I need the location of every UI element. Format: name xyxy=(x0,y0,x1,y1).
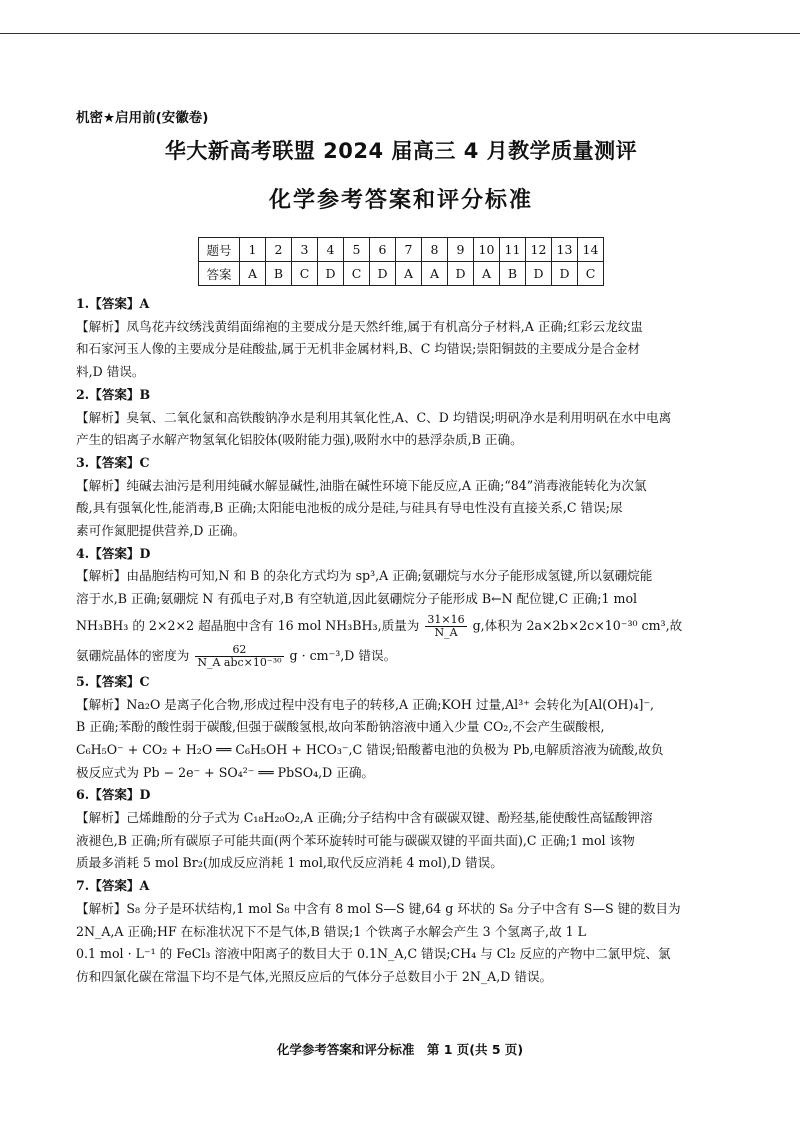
explanation-line: 【解析】臭氧、二氧化氯和高铁酸钠净水是利用其氧化性,A、C、D 均错误;明矾净水是利用明矾在水中电离 xyxy=(76,409,672,425)
question-number: 5 xyxy=(344,238,370,262)
question-7 xyxy=(76,875,726,989)
answer-heading: 4.【答案】D xyxy=(76,545,151,561)
density-fraction xyxy=(195,644,283,669)
question-4 xyxy=(76,543,726,671)
answer-heading: 5.【答案】C xyxy=(76,673,150,689)
question-number: 12 xyxy=(526,238,552,262)
question-number: 2 xyxy=(266,238,292,262)
answer-cell: C xyxy=(292,262,318,286)
explanation-line: 酸,具有强氧化性,能消毒,B 正确;太阳能电池板的成分是硅,与硅具有导电性没有直接关系,C 错误;尿 xyxy=(76,500,623,516)
explanation-line: 素可作氮肥提供营养,D 正确。 xyxy=(76,523,246,539)
answer-heading: 3.【答案】C xyxy=(76,454,150,470)
question-1 xyxy=(76,293,726,384)
explanation-line: 【解析】Na₂O 是离子化合物,形成过程中没有电子的转移,A 正确;KOH 过量,Al³⁺ 会转化为[Al(OH)₄]⁻, xyxy=(76,696,655,712)
answer-cell: A xyxy=(474,262,500,286)
explanation-line: 仿和四氯化碳在常温下均不是气体,光照反应后的气体分子总数目小于 2N_A,D 错误。 xyxy=(76,968,553,984)
fraction-denominator: N_A xyxy=(434,625,458,639)
explanation-line xyxy=(76,611,726,641)
question-number: 11 xyxy=(500,238,526,262)
explanation-line: 【解析】纯碱去油污是利用纯碱水解显碱性,油脂在碱性环境下能反应,A 正确;“84”消毒液能转化为次氯 xyxy=(76,477,647,493)
question-number: 3 xyxy=(292,238,318,262)
explanation-line: 料,D 错误。 xyxy=(76,364,145,380)
explanation-line: 溶于水,B 正确;氨硼烷 N 有孤电子对,B 有空轨道,因此氨硼烷分子能形成 B←N 配位键,C 正确;1 mol xyxy=(76,591,638,607)
explanation-line: 和石家河玉人像的主要成分是硅酸盐,属于无机非金属材料,B、C 均错误;崇阳铜鼓的主要成分是合金材 xyxy=(76,341,641,357)
explanation-line: 【解析】己烯雌酚的分子式为 C₁₈H₂₀O₂,A 正确;分子结构中含有碳碳双键、酚羟基,能使酸性高锰酸钾溶 xyxy=(76,810,653,826)
exam-title: 华大新高考联盟 2024 届高三 4 月教学质量测评 xyxy=(164,139,638,163)
answer-cell: C xyxy=(578,262,604,286)
answer-cell: A xyxy=(240,262,266,286)
question-2 xyxy=(76,384,726,452)
text-span: NH₃BH₃ 的 2×2×2 超晶胞中含有 16 mol NH₃BH₃,质量为 xyxy=(76,617,420,633)
answer-cell: D xyxy=(526,262,552,286)
answer-heading: 1.【答案】A xyxy=(76,296,150,311)
fraction-denominator: N_A abc×10⁻³⁰ xyxy=(197,655,282,669)
question-number: 6 xyxy=(370,238,396,262)
explanation-line xyxy=(76,641,726,671)
text-span: 氨硼烷晶体的密度为 xyxy=(76,647,190,663)
answer-heading: 6.【答案】D xyxy=(76,787,151,803)
row-label: 题号 xyxy=(199,238,240,262)
question-6 xyxy=(76,784,726,875)
explanation-line: 极反应式为 Pb − 2e⁻ + SO₄²⁻ ══ PbSO₄,D 正确。 xyxy=(76,764,375,780)
question-5 xyxy=(76,671,726,785)
question-number: 14 xyxy=(578,238,604,262)
question-number: 9 xyxy=(448,238,474,262)
fraction-numerator: 31×16 xyxy=(427,612,465,626)
answer-cell: A xyxy=(396,262,422,286)
question-number: 13 xyxy=(552,238,578,262)
question-3 xyxy=(76,452,726,543)
question-number: 4 xyxy=(318,238,344,262)
page-footer: 化学参考答案和评分标准 第 1 页(共 5 页) xyxy=(276,1042,524,1057)
answer-cell: D xyxy=(370,262,396,286)
answer-cell: D xyxy=(318,262,344,286)
answer-heading: 7.【答案】A xyxy=(76,878,150,894)
answer-cell: A xyxy=(422,262,448,286)
answer-cell: B xyxy=(500,262,526,286)
question-number-row xyxy=(199,238,604,262)
fraction-numerator: 62 xyxy=(195,644,283,657)
question-number: 8 xyxy=(422,238,448,262)
question-number: 1 xyxy=(240,238,266,262)
explanation-line: B 正确;苯酚的酸性弱于碳酸,但强于碳酸氢根,故向苯酚钠溶液中通入少量 CO₂,不会产生碳酸根, xyxy=(76,719,605,735)
answer-heading: 2.【答案】B xyxy=(76,386,151,402)
explanation-line: 【解析】S₈ 分子是环状结构,1 mol S₈ 中含有 8 mol S—S 键,64 g 环状的 S₈ 分子中含有 S—S 键的数目为 xyxy=(76,900,681,916)
explanation-line: 【解析】由晶胞结构可知,N 和 B 的杂化方式均为 sp³,A 正确;氨硼烷与水分子能形成氢键,所以氨硼烷能 xyxy=(76,568,653,584)
document-page xyxy=(76,106,726,989)
top-rule xyxy=(0,33,800,34)
answer-cell: B xyxy=(266,262,292,286)
question-number: 7 xyxy=(396,238,422,262)
answer-row xyxy=(199,262,604,286)
answer-cell: C xyxy=(344,262,370,286)
explanation-line: 0.1 mol · L⁻¹ 的 FeCl₃ 溶液中阳离子的数目大于 0.1N_A,C 错误;CH₄ 与 Cl₂ 反应的产物中二氯甲烷、氯 xyxy=(76,946,671,962)
mass-fraction xyxy=(425,614,466,639)
confidential-label: 机密★启用前(安徽卷) xyxy=(76,110,209,126)
explanation-line: 质最多消耗 5 mol Br₂(加成反应消耗 1 mol,取代反应消耗 4 mol),D 错误。 xyxy=(76,855,503,871)
explanation-line: 【解析】凤鸟花卉纹绣浅黄绢面绵袍的主要成分是天然纤维,属于有机高分子材料,A 正确;红彩云龙纹盅 xyxy=(76,318,643,334)
explanation-line: C₆H₅O⁻ + CO₂ + H₂O ══ C₆H₅OH + HCO₃⁻,C 错误;铅酸蓄电池的负极为 Pb,电解质溶液为硫酸,故负 xyxy=(76,741,664,757)
explanation-line: 2N_A,A 正确;HF 在标准状况下不是气体,B 错误;1 个铁离子水解会产生 3 个氢离子,故 1 L xyxy=(76,923,587,939)
explanation-line: 产生的铝离子水解产物氢氧化铝胶体(吸附能力强),吸附水中的悬浮杂质,B 正确。 xyxy=(76,432,523,448)
question-number: 10 xyxy=(474,238,500,262)
answer-table xyxy=(198,237,604,286)
row-label: 答案 xyxy=(199,262,240,286)
answer-cell: D xyxy=(448,262,474,286)
explanation-line: 液褪色,B 正确;所有碳原子可能共面(两个苯环旋转时可能与碳碳双键的平面共面),C 正确;1 mol 该物 xyxy=(76,832,635,848)
text-span: g · cm⁻³,D 错误。 xyxy=(289,647,397,663)
text-span: g,体积为 2a×2b×2c×10⁻³⁰ cm³,故 xyxy=(472,617,683,633)
document-subtitle: 化学参考答案和评分标准 xyxy=(268,188,533,213)
answer-cell: D xyxy=(552,262,578,286)
